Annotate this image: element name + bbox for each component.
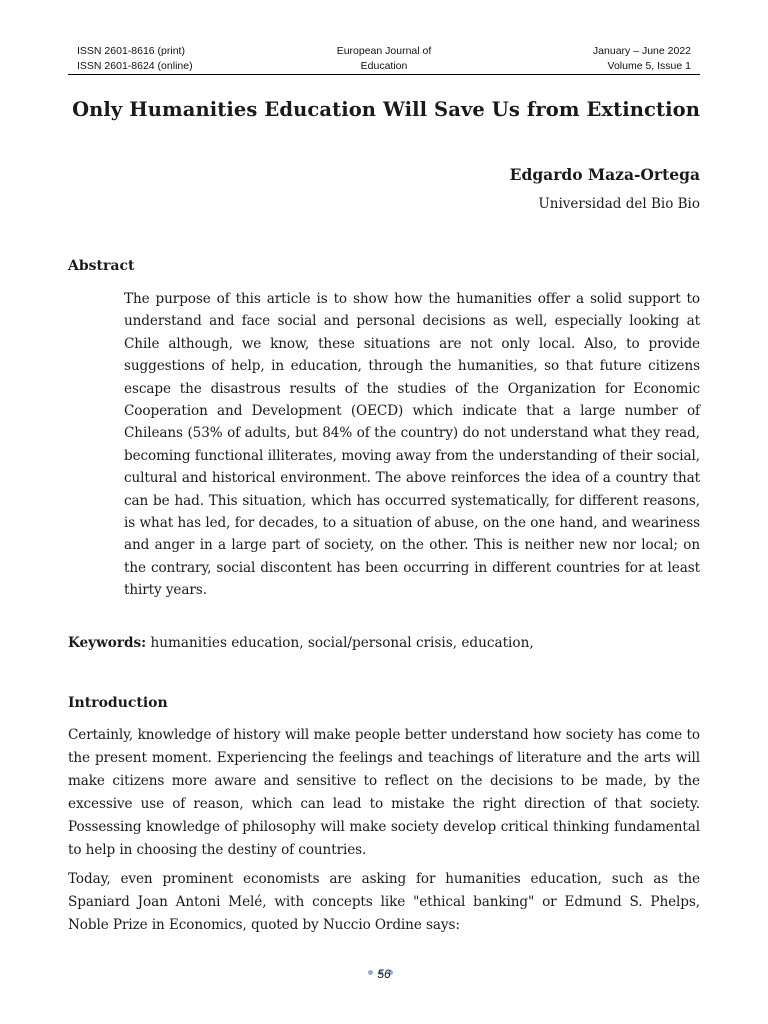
- issn-print: ISSN 2601-8616 (print): [77, 45, 185, 57]
- introduction-heading: Introduction: [68, 695, 168, 711]
- introduction-paragraph-2: Today, even prominent economists are asking for humanities education, such as the Spaniard Joan Antoni Melé, with concepts like "ethical banking" or Edmund S. Phelps, Noble Prize in Economics, quoted by Nuccio Ordine says:: [68, 871, 700, 933]
- issue-date: January – June 2022: [592, 45, 691, 57]
- header-issue: [593, 44, 691, 74]
- journal-name-line2: Education: [360, 60, 408, 72]
- page-number: 56: [377, 967, 391, 981]
- keywords-label: Keywords:: [68, 635, 147, 651]
- page-ornament: [368, 960, 400, 966]
- article-title: Only Humanities Education Will Save Us from Extinction: [72, 98, 700, 121]
- issn-online: ISSN 2601-8624 (online): [77, 60, 193, 72]
- author-affiliation: Universidad del Bio Bio: [538, 196, 700, 212]
- journal-name-line1: European Journal of: [336, 45, 432, 57]
- keywords-text: humanities education, social/personal crisis, education,: [146, 635, 534, 651]
- issue-volume: Volume 5, Issue 1: [607, 60, 691, 72]
- author-name: Edgardo Maza-Ortega: [509, 165, 700, 184]
- running-header: [68, 44, 700, 75]
- abstract-heading: Abstract: [68, 258, 135, 274]
- keywords: [68, 632, 700, 654]
- introduction-paragraph-1: Certainly, knowledge of history will make people better understand how society has come to the present moment. Experiencing the feelings and teachings of literature and the arts will make citizens more aware and sensitive to reflect on the decisions to be made, by the excessive use of reason, which can lead to mistake the right direction of that society. Possessing knowledge of philosophy will make society develop critical thinking fundamental to help in choosing the destiny of countries.: [68, 727, 700, 858]
- abstract-body: The purpose of this article is to show how the humanities offer a solid support to understand and face social and personal decisions as well, especially looking at Chile although, we know, these situations are not only local. Also, to provide suggestions of help, in education, through the humanities, so that future citizens escape the disastrous results of the studies of the Organization for Economic Cooperation and Development (OECD) which indicate that a large number of Chileans (53% of adults, but 84% of the country) do not understand what they read, becoming functional illiterates, moving away from the understanding of their social, cultural and historical environment. The above reinforces the idea of a country that can be had. This situation, which has occurred systematically, for different reasons, is what has led, for decades, to a situation of abuse, on the one hand, and weariness and anger in a large part of society, on the other. This is neither new nor local; on the contrary, social discontent has been occurring in different countries for at least thirty years.: [124, 291, 700, 599]
